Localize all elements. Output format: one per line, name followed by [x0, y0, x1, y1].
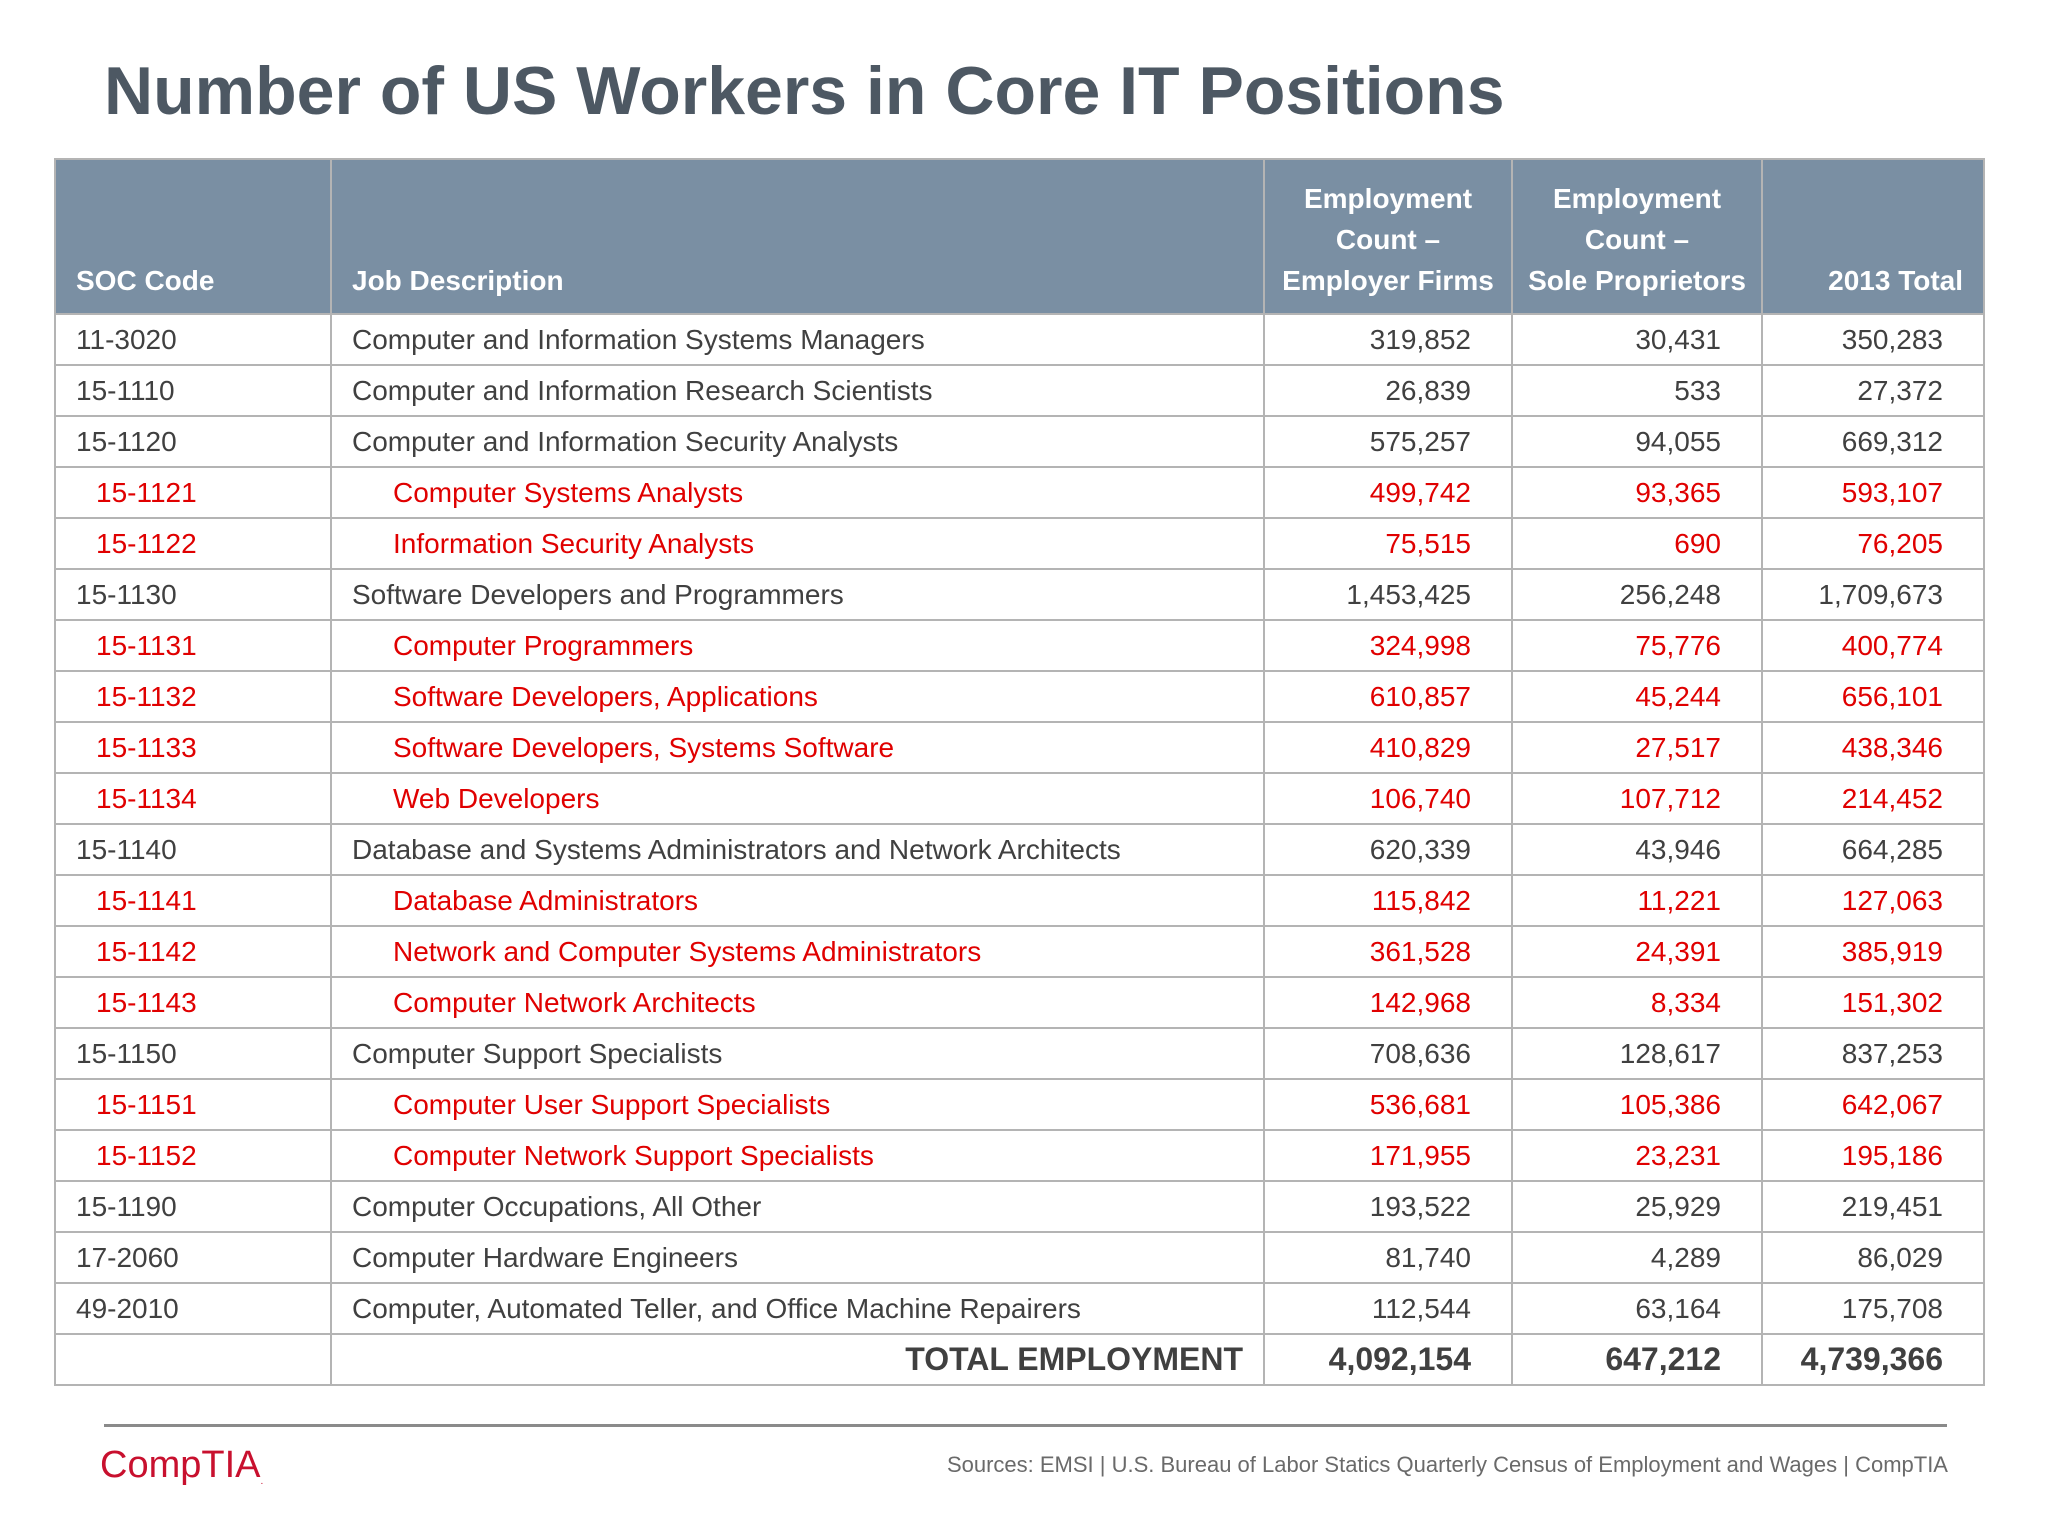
table-subrow — [55, 1130, 1984, 1181]
header-employer-line-1: Employment — [1303, 183, 1473, 214]
employer-count-cell: 115,842 — [1264, 875, 1512, 926]
job-description-cell: Computer Programmers — [331, 620, 1264, 671]
employer-count-cell: 575,257 — [1264, 416, 1512, 467]
sole-count-cell: 63,164 — [1512, 1283, 1762, 1334]
table-subrow — [55, 722, 1984, 773]
employer-count-cell: 410,829 — [1264, 722, 1512, 773]
soc-code-cell: 15-1132 — [55, 671, 331, 722]
employer-count-cell: 620,339 — [1264, 824, 1512, 875]
sole-count-cell: 690 — [1512, 518, 1762, 569]
table-row — [55, 314, 1984, 365]
total-cell: 151,302 — [1762, 977, 1984, 1028]
soc-code-cell: 15-1151 — [55, 1079, 331, 1130]
sole-count-cell: 27,517 — [1512, 722, 1762, 773]
logo-text: CompTIA — [100, 1444, 261, 1486]
total-cell: 219,451 — [1762, 1181, 1984, 1232]
job-description-cell: Computer User Support Specialists — [331, 1079, 1264, 1130]
table-row — [55, 365, 1984, 416]
soc-code-cell: 15-1142 — [55, 926, 331, 977]
table-subrow — [55, 875, 1984, 926]
employer-count-cell: 324,998 — [1264, 620, 1512, 671]
total-cell: 350,283 — [1762, 314, 1984, 365]
soc-code-cell: 15-1141 — [55, 875, 331, 926]
employer-count-cell: 361,528 — [1264, 926, 1512, 977]
soc-code-cell: 15-1110 — [55, 365, 331, 416]
job-description-cell: Network and Computer Systems Administrators — [331, 926, 1264, 977]
total-cell: 195,186 — [1762, 1130, 1984, 1181]
job-description-cell: Computer Occupations, All Other — [331, 1181, 1264, 1232]
sole-count-cell: 107,712 — [1512, 773, 1762, 824]
total-cell: 642,067 — [1762, 1079, 1984, 1130]
employer-count-cell: 75,515 — [1264, 518, 1512, 569]
employer-count-cell: 610,857 — [1264, 671, 1512, 722]
table-header — [55, 159, 1984, 314]
total-cell: 76,205 — [1762, 518, 1984, 569]
employer-count-cell: 171,955 — [1264, 1130, 1512, 1181]
employer-count-cell: 319,852 — [1264, 314, 1512, 365]
table-subrow — [55, 773, 1984, 824]
total-empty-cell — [55, 1334, 331, 1385]
header-job-description: Job Description — [331, 159, 1264, 314]
employer-count-cell: 106,740 — [1264, 773, 1512, 824]
sole-count-cell: 43,946 — [1512, 824, 1762, 875]
sole-count-cell: 128,617 — [1512, 1028, 1762, 1079]
grand-total: 4,739,366 — [1762, 1334, 1984, 1385]
header-employer-line-2: Count – — [1335, 224, 1441, 255]
sole-count-cell: 94,055 — [1512, 416, 1762, 467]
employer-count-cell: 26,839 — [1264, 365, 1512, 416]
job-description-cell: Software Developers, Systems Software — [331, 722, 1264, 773]
sole-count-cell: 533 — [1512, 365, 1762, 416]
sole-count-cell: 11,221 — [1512, 875, 1762, 926]
employer-count-cell: 81,740 — [1264, 1232, 1512, 1283]
sole-count-cell: 4,289 — [1512, 1232, 1762, 1283]
job-description-cell: Database Administrators — [331, 875, 1264, 926]
job-description-cell: Computer and Information Research Scientists — [331, 365, 1264, 416]
employer-count-cell: 193,522 — [1264, 1181, 1512, 1232]
footer-divider — [104, 1424, 1947, 1427]
job-description-cell: Database and Systems Administrators and Network Architects — [331, 824, 1264, 875]
total-employer-count: 4,092,154 — [1264, 1334, 1512, 1385]
table-row — [55, 1232, 1984, 1283]
soc-code-cell: 15-1120 — [55, 416, 331, 467]
table-subrow — [55, 1079, 1984, 1130]
logo-mark: . — [260, 1476, 264, 1487]
total-cell: 27,372 — [1762, 365, 1984, 416]
soc-code-cell: 49-2010 — [55, 1283, 331, 1334]
employer-count-cell: 112,544 — [1264, 1283, 1512, 1334]
employer-count-cell: 1,453,425 — [1264, 569, 1512, 620]
soc-code-cell: 17-2060 — [55, 1232, 331, 1283]
soc-code-cell: 15-1121 — [55, 467, 331, 518]
total-employment-row — [55, 1334, 1984, 1385]
soc-code-cell: 15-1122 — [55, 518, 331, 569]
table-row — [55, 416, 1984, 467]
sole-count-cell: 93,365 — [1512, 467, 1762, 518]
total-cell: 400,774 — [1762, 620, 1984, 671]
sole-count-cell: 24,391 — [1512, 926, 1762, 977]
table-subrow — [55, 671, 1984, 722]
job-description-cell: Computer Support Specialists — [331, 1028, 1264, 1079]
employer-count-cell: 499,742 — [1264, 467, 1512, 518]
table-row — [55, 824, 1984, 875]
table-row — [55, 1028, 1984, 1079]
sole-count-cell: 45,244 — [1512, 671, 1762, 722]
total-cell: 664,285 — [1762, 824, 1984, 875]
employer-count-cell: 536,681 — [1264, 1079, 1512, 1130]
total-cell: 837,253 — [1762, 1028, 1984, 1079]
job-description-cell: Software Developers, Applications — [331, 671, 1264, 722]
soc-code-cell: 15-1133 — [55, 722, 331, 773]
job-description-cell: Computer Hardware Engineers — [331, 1232, 1264, 1283]
soc-code-cell: 15-1134 — [55, 773, 331, 824]
soc-code-cell: 15-1152 — [55, 1130, 331, 1181]
job-description-cell: Web Developers — [331, 773, 1264, 824]
total-cell: 385,919 — [1762, 926, 1984, 977]
soc-code-cell: 15-1190 — [55, 1181, 331, 1232]
comptia-logo — [100, 1444, 263, 1487]
soc-code-cell: 15-1140 — [55, 824, 331, 875]
job-description-cell: Computer Network Support Specialists — [331, 1130, 1264, 1181]
table-row — [55, 1181, 1984, 1232]
sources-note: Sources: EMSI | U.S. Bureau of Labor Statics Quarterly Census of Employment and Wages | CompTIA — [946, 1452, 1948, 1477]
table-subrow — [55, 620, 1984, 671]
soc-code-cell: 15-1143 — [55, 977, 331, 1028]
total-cell: 593,107 — [1762, 467, 1984, 518]
job-description-cell: Computer Network Architects — [331, 977, 1264, 1028]
employer-count-cell: 708,636 — [1264, 1028, 1512, 1079]
table-subrow — [55, 467, 1984, 518]
job-description-cell: Software Developers and Programmers — [331, 569, 1264, 620]
total-cell: 214,452 — [1762, 773, 1984, 824]
total-cell: 669,312 — [1762, 416, 1984, 467]
soc-code-cell: 11-3020 — [55, 314, 331, 365]
sole-count-cell: 30,431 — [1512, 314, 1762, 365]
soc-code-cell: 15-1150 — [55, 1028, 331, 1079]
employer-count-cell: 142,968 — [1264, 977, 1512, 1028]
header-soc-code: SOC Code — [55, 159, 331, 314]
header-2013-total: 2013 Total — [1762, 159, 1984, 314]
table-body — [55, 314, 1984, 1385]
sole-count-cell: 25,929 — [1512, 1181, 1762, 1232]
sole-count-cell: 8,334 — [1512, 977, 1762, 1028]
table-row — [55, 1283, 1984, 1334]
header-employer-firms — [1264, 159, 1512, 314]
header-sole-proprietors — [1512, 159, 1762, 314]
job-description-cell: Information Security Analysts — [331, 518, 1264, 569]
header-sole-line-2: Count – — [1584, 224, 1690, 255]
total-cell: 86,029 — [1762, 1232, 1984, 1283]
soc-code-cell: 15-1131 — [55, 620, 331, 671]
total-cell: 656,101 — [1762, 671, 1984, 722]
header-employer-line-3: Employer Firms — [1282, 265, 1494, 296]
job-description-cell: Computer Systems Analysts — [331, 467, 1264, 518]
header-sole-line-3: Sole Proprietors — [1528, 265, 1746, 296]
total-cell: 127,063 — [1762, 875, 1984, 926]
total-cell: 1,709,673 — [1762, 569, 1984, 620]
table-subrow — [55, 518, 1984, 569]
table-row — [55, 569, 1984, 620]
total-cell: 438,346 — [1762, 722, 1984, 773]
table-subrow — [55, 926, 1984, 977]
sole-count-cell: 105,386 — [1512, 1079, 1762, 1130]
sole-count-cell: 23,231 — [1512, 1130, 1762, 1181]
header-sole-line-1: Employment — [1552, 183, 1722, 214]
job-description-cell: Computer, Automated Teller, and Office Machine Repairers — [331, 1283, 1264, 1334]
job-description-cell: Computer and Information Systems Managers — [331, 314, 1264, 365]
sole-count-cell: 256,248 — [1512, 569, 1762, 620]
total-sole-count: 647,212 — [1512, 1334, 1762, 1385]
total-cell: 175,708 — [1762, 1283, 1984, 1334]
page-title: Number of US Workers in Core IT Positions — [104, 53, 1505, 129]
soc-code-cell: 15-1130 — [55, 569, 331, 620]
total-employment-label: TOTAL EMPLOYMENT — [331, 1334, 1264, 1385]
it-employment-table — [54, 158, 1985, 1386]
sole-count-cell: 75,776 — [1512, 620, 1762, 671]
job-description-cell: Computer and Information Security Analysts — [331, 416, 1264, 467]
table-subrow — [55, 977, 1984, 1028]
